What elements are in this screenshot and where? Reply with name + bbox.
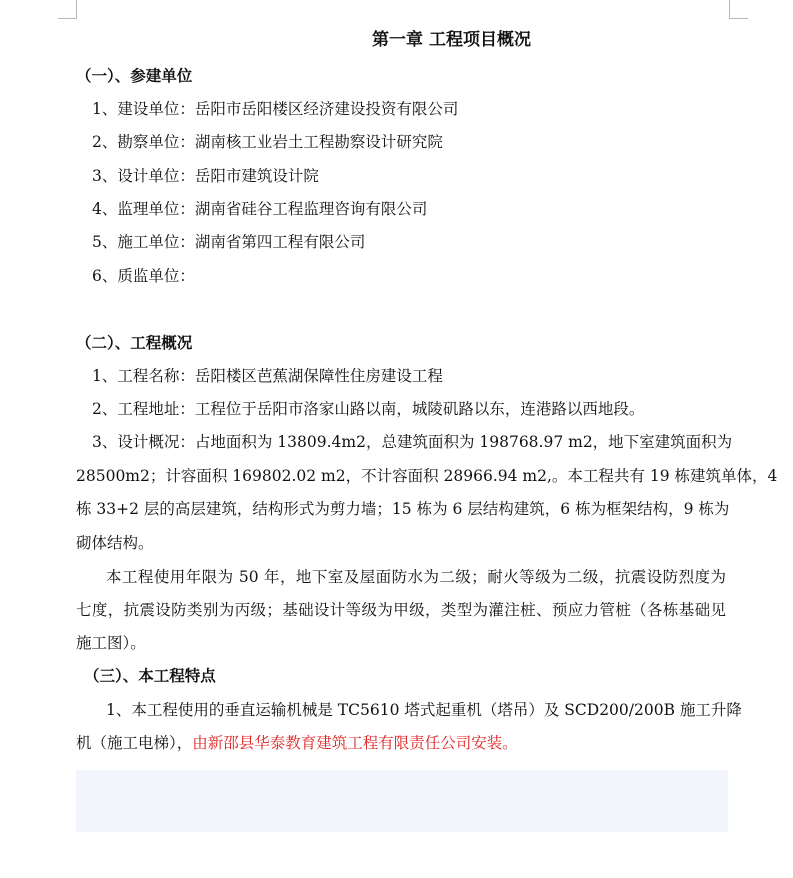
installer-highlight: 由新邵县华泰教育建筑工程有限责任公司安装。 <box>192 734 518 752</box>
service-life-line: 七度，抗震设防类别为丙级；基础设计等级为甲级，类型为灌注桩、预应力管桩（各栋基础见 <box>76 601 726 619</box>
project-name: 1、工程名称：岳阳楼区芭蕉湖保障性住房建设工程 <box>92 367 443 385</box>
participant-item: 5、施工单位：湖南省第四工程有限公司 <box>92 233 366 251</box>
project-address: 2、工程地址：工程位于岳阳市洛家山路以南，城陵矶路以东，连港路以西地段。 <box>92 400 645 418</box>
service-life-line: 本工程使用年限为 50 年，地下室及屋面防水为二级；耐火等级为二级，抗震设防烈度为 <box>106 568 726 586</box>
design-overview-line: 28500m2；计容面积 169802.02 m2，不计容面积 28966.94 m2,。本工程共有 19 栋建筑单体，4 <box>76 467 778 485</box>
service-life-line: 施工图）。 <box>76 634 146 652</box>
crop-mark-top-right <box>729 0 748 19</box>
design-overview-line: 栋 33+2 层的高层建筑，结构形式为剪力墙；15 栋为 6 层结构建筑，6 栋为框架结构，9 栋为 <box>76 500 730 518</box>
shaded-block <box>76 770 728 832</box>
crop-mark-top-left <box>58 0 77 19</box>
participant-item: 1、建设单位：岳阳市岳阳楼区经济建设投资有限公司 <box>92 100 459 118</box>
participant-item: 6、质监单位： <box>92 267 195 285</box>
section1-heading: （一）、参建单位 <box>76 66 193 85</box>
participant-item: 4、监理单位：湖南省硅谷工程监理咨询有限公司 <box>92 200 428 218</box>
features-line: 1、本工程使用的垂直运输机械是 TC5610 塔式起重机（塔吊）及 SCD200/200B 施工升降 <box>106 701 742 719</box>
chapter-title: 第一章 工程项目概况 <box>372 30 531 50</box>
section2-heading: （二）、工程概况 <box>76 333 193 352</box>
design-overview-line: 3、设计概况：占地面积为 13809.4m2，总建筑面积为 198768.97 m2，地下室建筑面积为 <box>92 433 733 451</box>
participant-item: 2、勘察单位：湖南核工业岩土工程勘察设计研究院 <box>92 133 443 151</box>
features-line-2 <box>76 733 518 753</box>
participant-item: 3、设计单位：岳阳市建筑设计院 <box>92 167 319 185</box>
section3-heading: （三）、本工程特点 <box>84 666 216 685</box>
features-line-2-black: 机（施工电梯）， <box>76 734 193 752</box>
design-overview-line: 砌体结构。 <box>76 534 154 552</box>
